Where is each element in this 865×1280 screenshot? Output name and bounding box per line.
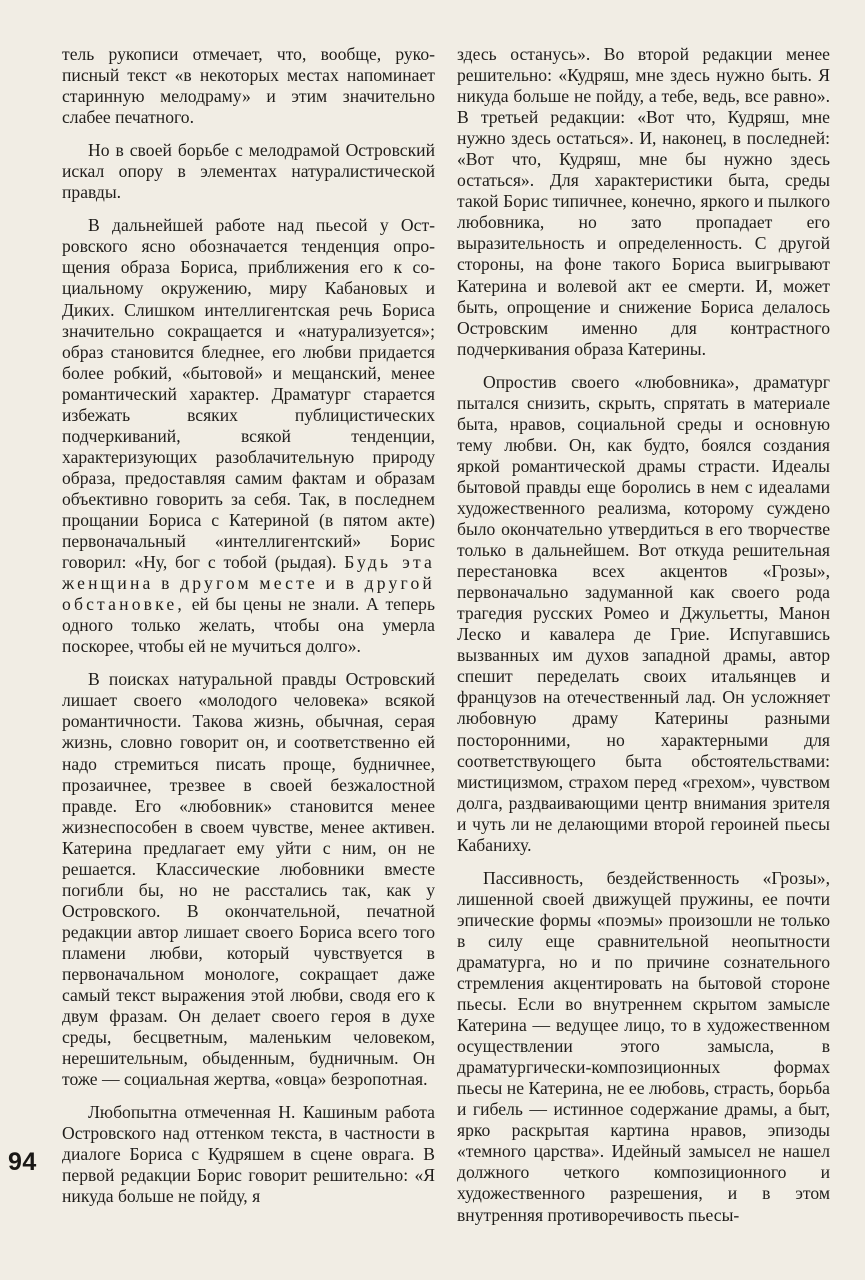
paragraph: Но в своей борьбе с мелодрамой Островский искал опору в элементах натуралистической правды. xyxy=(62,140,435,203)
paragraph: тель рукописи отмечает, что, вообще, рукописный текст «в некоторых местах напоминает старинную мелодраму» и этим значительно слабее печатного. xyxy=(62,44,435,128)
text-run: В дальнейшей работе над пьесой у Островского ясно обозначается тенденция опрощения образа Бориса, приближения его к социальному окружению, миру Кабановых и Диких. Слишком интеллигентская речь Бориса значительно сокращается и «натурализуется»; образ становится бледнее, его любви придается более робкий, «бытовой» и мещанский, менее романтический характер. Драматург старается избежать всяких публицистических подчеркиваний, всякой тенденции, характеризующих разоблачительную природу образа, предоставляя самим фактам и образам объективно говорить за себя. Так, в последнем прощании Бориса с Катериной (в пятом акте) первоначальный «интеллигентский» Борис говорил: «Ну, бог с тобой (рыдая). xyxy=(62,215,435,573)
left-text-column xyxy=(62,44,435,1207)
paragraph: Опростив своего «любовника», драматург пытался снизить, скрыть, спрятать в материале быта, нравов, социальной среды и основную тему любви. Он, как будто, боялся создания яркой романтической драмы страсти. Идеалы бытовой правды еще боролись в нем с идеалами художественного реализма, которому суждено было окончательно утвердиться в его творчестве только в дальнейшем. Вот откуда решительная перестановка всех акцентов «Грозы», первоначально задуманной как своего рода трагедия русских Ромео и Джульетты, Манон Леско и кавалера де Грие. Испугавшись вызванных им духов западной драмы, автор спешит переделать своих итальянцев и французов на отечественный лад. Он усложняет любовную драму Катерины разными посторонними, но характерными для соответствующего быта обстоятельствами: мистицизмом, страхом перед «грехом», чувством долга, раздваивающими центр внимания зрителя и чуть ли не делающими второй героиней пьесы Кабаниху. xyxy=(457,371,830,855)
paragraph: Пассивность, бездейственность «Грозы», лишенной своей движущей пружины, ее почти эпические формы «поэмы» произошли не только в силу еще сравнительной неопытности драматурга, но и по причине сознательного стремления акцентировать на бытовой стороне пьесы. Если во внутреннем скрытом замысле Катерина — ведущее лицо, то в художественном осуществлении этого замысла, в драматургически-композиционных формах пьесы не Катерина, не ее любовь, страсть, борьба и гибель — истинное содержание драмы, а быт, ярко раскрытая картина нравов, эпизоды «темного царства». Идейный замысел не нашел должного четкого композиционного и художественного разрешения, и в этом внутренняя противоречивость пьесы- xyxy=(457,867,830,1225)
paragraph xyxy=(62,215,435,657)
paragraph: Любопытна отмеченная Н. Кашиным работа Островского над оттенком текста, в частности в диалоге Бориса с Кудряшем в сцене оврага. В первой редакции Борис говорит решительно: «Я никуда больше не пойду, я xyxy=(62,1102,435,1207)
paragraph: здесь останусь». Во второй редакции менее решительно: «Кудряш, мне здесь нужно быть. Я никуда больше не пойду, а тебе, ведь, все равно». В третьей редакции: «Вот что, Кудряш, мне нужно здесь остаться». И, наконец, в последней: «Вот что, Кудряш, мне бы нужно здесь остаться». Для характеристики быта, среды такой Борис типичнее, конечно, яркого и пылкого любовника, но зато пропадает его выразительность и определенность. С другой стороны, на фоне такого Бориса выигрывают Катерина и волевой акт ее смерти. И, может быть, опрощение и снижение Бориса делалось Островским именно для контрастного подчеркивания образа Катерины. xyxy=(457,44,830,359)
right-text-column xyxy=(457,44,830,1226)
page-number: 94 xyxy=(8,1148,37,1176)
emphasized-quote: Будь эта женщина в другом месте и в другой обстановке, xyxy=(62,552,435,615)
text-run: ей бы цены не знали. А теперь одного только желать, чтобы она умерла поскорее, чтобы ей не мучиться долго». xyxy=(62,594,435,657)
paragraph: В поисках натуральной правды Островский лишает своего «молодого человека» всякой романтичности. Такова жизнь, обычная, серая жизнь, словно говорит он, и соответственно ей надо стремиться писать проще, будничнее, прозаичнее, трезвее в своей безжалостной правде. Его «любовник» становится менее жизнеспособен в своем чувстве, менее активен. Катерина предлагает ему уйти с ним, он не решается. Классические любовники вместе погибли бы, но не расстались так, как у Островского. В окончательной, печатной редакции автор лишает своего Бориса всего того пламени любви, который чувствуется в первоначальном монологе, сокращает даже самый текст выражения этой любви, сводя его к двум фразам. Он делает своего героя в духе среды, бесцветным, маленьким человеком, нерешительным, обыденным, будничным. Он тоже — социальная жертва, «овца» безропотная. xyxy=(62,669,435,1090)
